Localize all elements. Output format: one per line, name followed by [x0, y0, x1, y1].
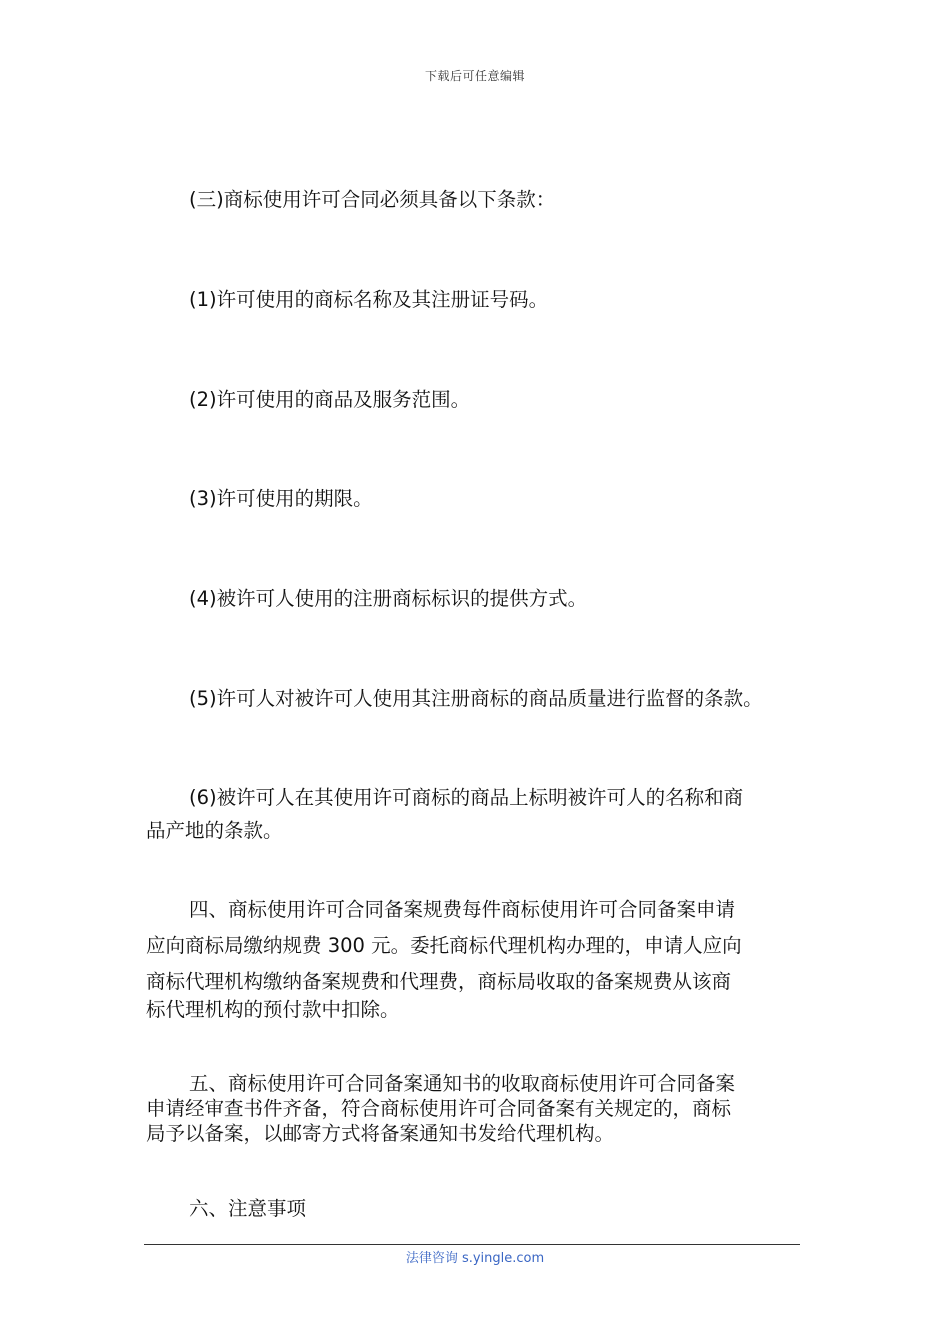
paragraph-line: 品产地的条款。	[146, 819, 283, 842]
paragraph-item-5: (5)许可人对被许可人使用其注册商标的商品质量进行监督的条款。	[189, 687, 763, 710]
paragraph-clause-intro: (三)商标使用许可合同必须具备以下条款：	[189, 188, 556, 211]
paragraph-line: (6)被许可人在其使用许可商标的商品上标明被许可人的名称和商	[189, 786, 744, 809]
paragraph-line: 四、商标使用许可合同备案规费每件商标使用许可合同备案申请	[189, 898, 736, 921]
paragraph-line: 五、商标使用许可合同备案通知书的收取商标使用许可合同备案	[189, 1072, 736, 1095]
paragraph-section-5	[146, 1071, 808, 1146]
footer-link[interactable]: 法律咨询 s.yingle.com	[405, 1251, 545, 1266]
footer-divider	[144, 1244, 800, 1245]
paragraph-line: 标代理机构的预付款中扣除。	[146, 998, 400, 1021]
paragraph-item-1: (1)许可使用的商标名称及其注册证号码。	[189, 288, 549, 311]
paragraph-line: 应向商标局缴纳规费 300 元。委托商标代理机构办理的，申请人应向	[146, 934, 742, 957]
paragraph-item-2: (2)许可使用的商品及服务范围。	[189, 388, 471, 411]
paragraph-item-3: (3)许可使用的期限。	[189, 487, 373, 510]
paragraph-line: 局予以备案，以邮寄方式将备案通知书发给代理机构。	[146, 1122, 615, 1145]
paragraph-line: 商标代理机构缴纳备案规费和代理费，商标局收取的备案规费从该商	[146, 970, 732, 993]
paragraph-item-4: (4)被许可人使用的注册商标标识的提供方式。	[189, 587, 588, 610]
paragraph-section-4	[146, 892, 808, 1028]
paragraph-item-6	[146, 781, 808, 847]
paragraph-section-6: 六、注意事项	[189, 1197, 307, 1220]
paragraph-line: 申请经审查书件齐备，符合商标使用许可合同备案有关规定的，商标	[146, 1097, 732, 1120]
header-note: 下载后可任意编辑	[424, 69, 525, 83]
